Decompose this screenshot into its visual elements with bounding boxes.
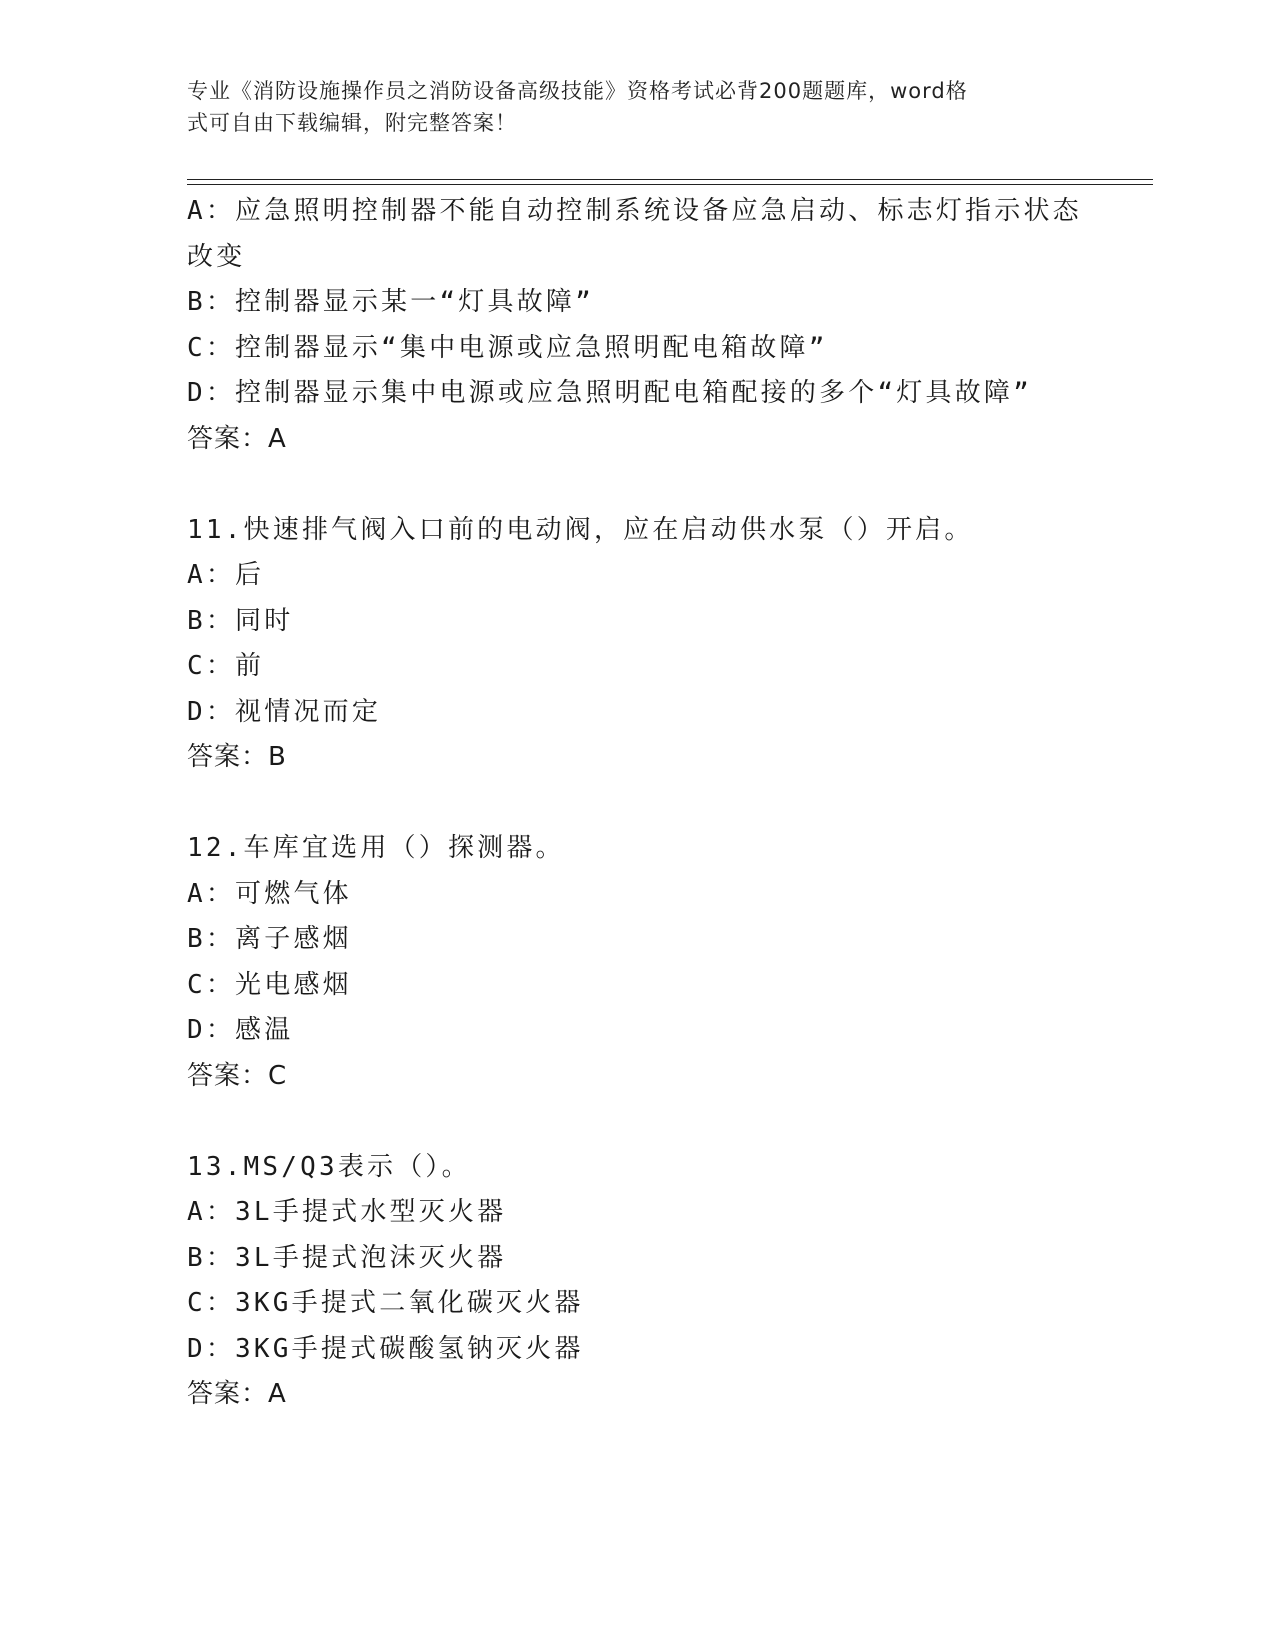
option-c: C：前: [187, 651, 265, 681]
spacer: [187, 781, 1117, 827]
question-block-13: [187, 1145, 1117, 1418]
header-divider-bottom: [187, 184, 1153, 185]
answer-line: 答案：B: [187, 742, 287, 772]
question-list: [187, 189, 1117, 1418]
header-line-1: 专业《消防设施操作员之消防设备高级技能》资格考试必背200题题库，word格: [187, 79, 968, 103]
question-text: 13.MS/Q3表示（）。: [187, 1151, 471, 1182]
spacer: [187, 462, 1117, 508]
header-line-2: 式可自由下载编辑，附完整答案！: [187, 111, 517, 135]
question-block-10: [187, 189, 1117, 462]
document-header: [187, 75, 1067, 139]
option-d: D：视情况而定: [187, 696, 382, 727]
question-text: 12.车库宜选用（）探测器。: [187, 833, 565, 863]
option-b: B：控制器显示某一“灯具故障”: [187, 287, 594, 317]
answer-line: 答案：A: [187, 423, 287, 454]
option-c: C：光电感烟: [187, 969, 352, 1000]
answer-line: 答案：A: [187, 1379, 287, 1409]
header-divider-top: [187, 179, 1153, 180]
option-a-continued: 改变: [187, 241, 246, 272]
option-c: C：控制器显示“集中电源或应急照明配电箱故障”: [187, 332, 828, 363]
option-a: A：后: [187, 560, 265, 590]
option-d: D：3KG手提式碳酸氢钠灭火器: [187, 1333, 584, 1364]
question-block-11: [187, 508, 1117, 781]
option-b: B：同时: [187, 605, 294, 636]
answer-line: 答案：C: [187, 1060, 288, 1091]
option-b: B：离子感烟: [187, 924, 352, 954]
option-a: A：可燃气体: [187, 878, 352, 909]
spacer: [187, 1099, 1117, 1145]
option-b: B：3L手提式泡沫灭火器: [187, 1242, 507, 1273]
option-d: D：感温: [187, 1015, 294, 1045]
option-a: A：应急照明控制器不能自动控制系统设备应急启动、标志灯指示状态: [187, 196, 1082, 226]
option-a: A：3L手提式水型灭火器: [187, 1197, 507, 1227]
question-text: 11.快速排气阀入口前的电动阀，应在启动供水泵（）开启。: [187, 514, 974, 545]
question-block-12: [187, 826, 1117, 1099]
option-c: C：3KG手提式二氧化碳灭火器: [187, 1288, 584, 1318]
option-d: D：控制器显示集中电源或应急照明配电箱配接的多个“灯具故障”: [187, 378, 1032, 408]
